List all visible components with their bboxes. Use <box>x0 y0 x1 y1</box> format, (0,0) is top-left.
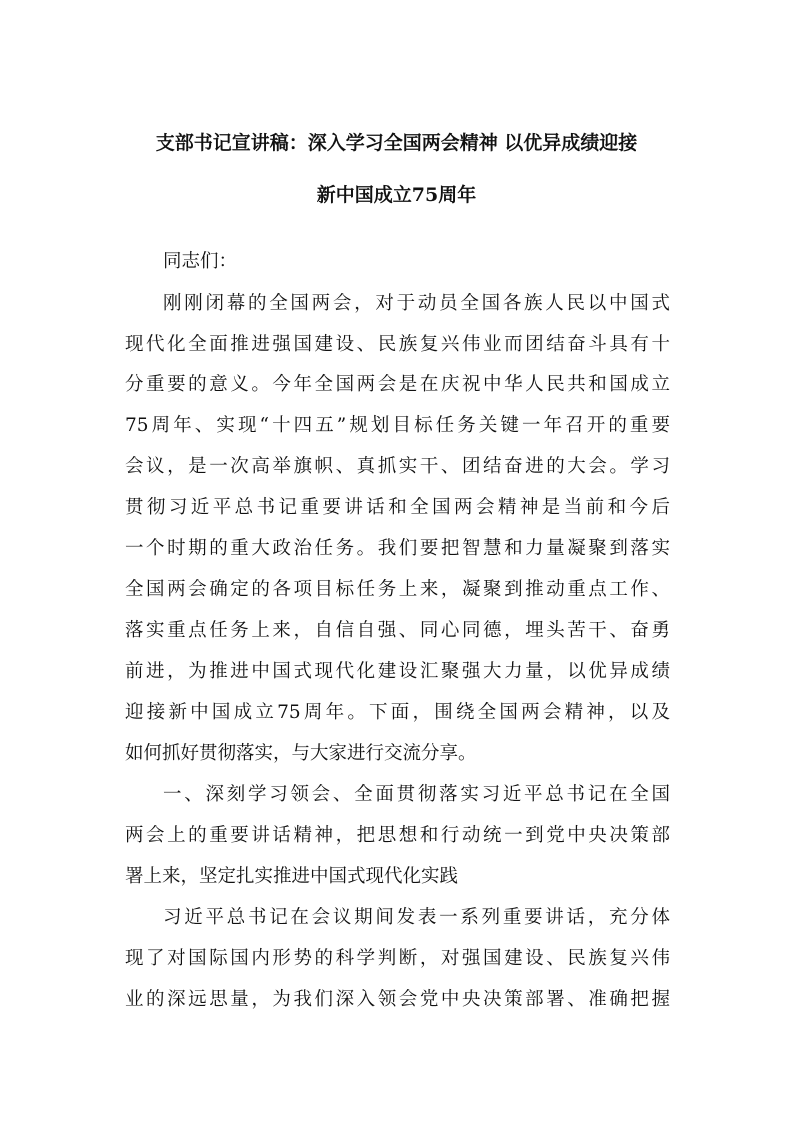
section-heading-line: 两会上的重要讲话精神，把思想和行动统一到党中央决策部 <box>125 825 670 846</box>
paragraph-line: 落实重点任务上来，自信自强、同心同德，埋头苦干、奋勇 <box>125 620 670 641</box>
paragraph-line: 刚刚闭幕的全国两会，对于动员全国各族人民以中国式 <box>163 293 670 314</box>
paragraph-line: 一个时期的重大政治任务。我们要把智慧和力量凝聚到落实 <box>125 538 670 559</box>
paragraph-line: 贯彻习近平总书记重要讲话和全国两会精神是当前和今后 <box>125 497 670 518</box>
section-heading-line: 一、深刻学习领会、全面贯彻落实习近平总书记在全国 <box>163 784 670 805</box>
paragraph-line: 现了对国际国内形势的科学判断，对强国建设、民族复兴伟 <box>125 948 670 969</box>
paragraph-line: 习近平总书记在会议期间发表一系列重要讲话，充分体 <box>163 907 670 928</box>
paragraph-line: 全国两会确定的各项目标任务上来，凝聚到推动重点工作、 <box>125 579 670 600</box>
paragraph-line: 迎接新中国成立75周年。下面，围绕全国两会精神，以及 <box>125 702 670 723</box>
document-title-line-2: 新中国成立75周年 <box>316 184 477 206</box>
paragraph-line: 75周年、实现“十四五”规划目标任务关键一年召开的重要 <box>125 415 670 436</box>
section-heading-line: 署上来，坚定扎实推进中国式现代化实践 <box>125 866 459 887</box>
paragraph-line: 如何抓好贯彻落实，与大家进行交流分享。 <box>125 743 477 764</box>
paragraph-line: 现代化全面推进强国建设、民族复兴伟业而团结奋斗具有十 <box>125 334 670 355</box>
greeting: 同志们： <box>163 251 238 272</box>
paragraph-line: 前进，为推进中国式现代化建设汇聚强大力量，以优异成绩 <box>125 661 670 682</box>
paragraph-line: 会议，是一次高举旗帜、真抓实干、团结奋进的大会。学习 <box>125 456 670 477</box>
document-title-line-1: 支部书记宣讲稿：深入学习全国两会精神 以优异成绩迎接 <box>155 132 638 154</box>
paragraph-line: 分重要的意义。今年全国两会是在庆祝中华人民共和国成立 <box>125 374 670 395</box>
paragraph-line: 业的深远思量，为我们深入领会党中央决策部署、准确把握 <box>125 989 670 1010</box>
